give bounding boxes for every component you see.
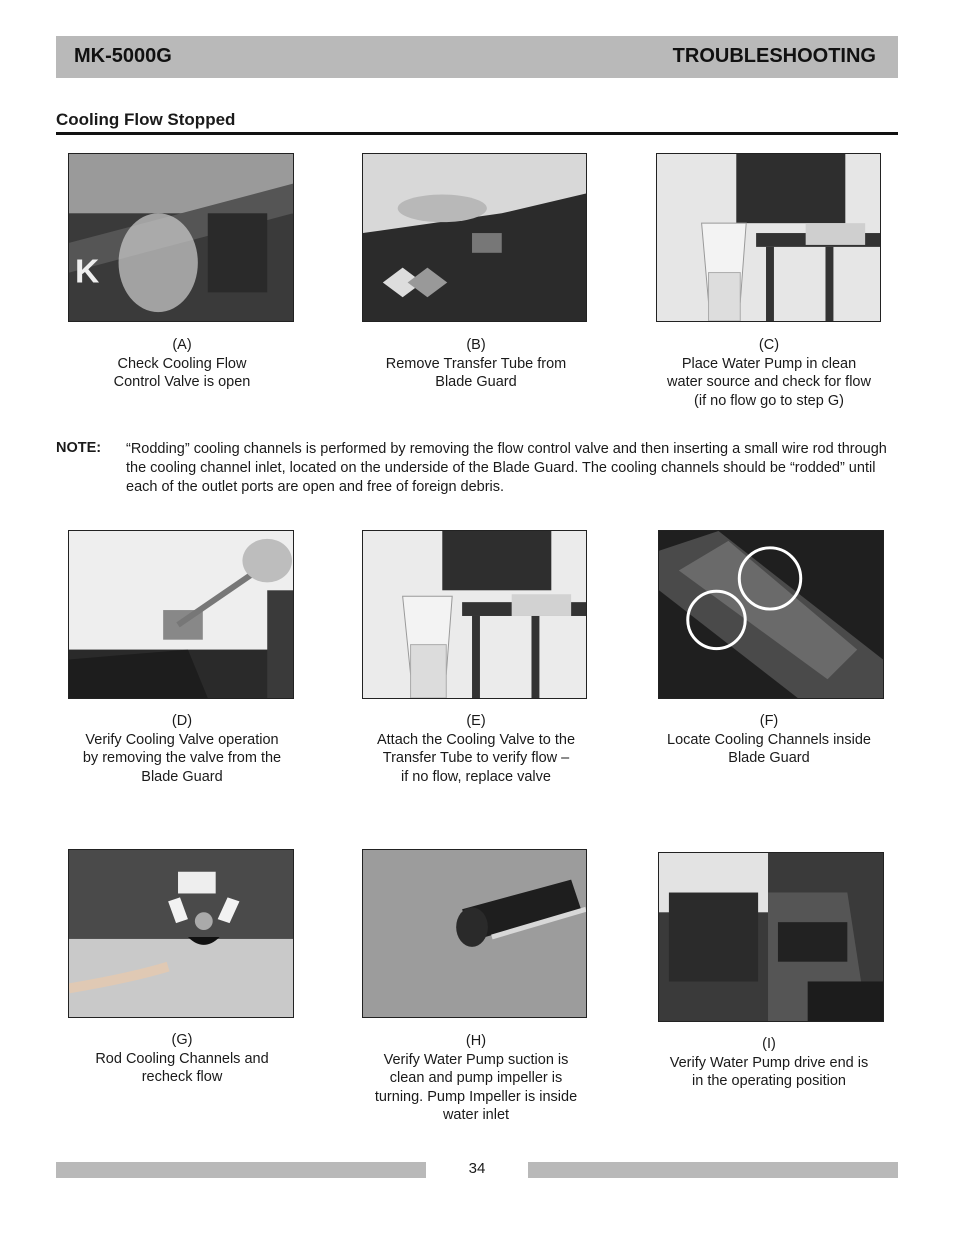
footer-bar-right <box>528 1162 898 1178</box>
step-letter: (D) <box>171 713 193 729</box>
photo-step-h <box>362 849 587 1018</box>
caption-line: recheck flow <box>141 1069 223 1085</box>
caption-step-d <box>62 712 302 786</box>
note-text: “Rodding” cooling channels is performed by removing the flow control valve and then inserting a small wire rod through the cooling channel inlet, located on the underside of the Blade Guard. The cooling channels should be “rodded” until each of the outlet ports are open and free of foreign debris. <box>126 441 887 495</box>
caption-line: Control Valve is open <box>113 374 251 390</box>
caption-line: Transfer Tube to verify flow – <box>382 750 570 766</box>
caption-line: in the operating position <box>692 1073 846 1089</box>
step-letter: (E) <box>466 713 486 729</box>
photo-step-d <box>68 530 294 699</box>
step-letter: (G) <box>171 1032 193 1048</box>
step-letter: (F) <box>759 713 779 729</box>
caption-step-a <box>62 336 302 392</box>
caption-step-b <box>356 336 596 392</box>
caption-step-i <box>649 1035 889 1091</box>
step-letter: (H) <box>465 1033 487 1049</box>
caption-line: Verify Cooling Valve operation <box>85 731 279 748</box>
photo-step-b <box>362 153 587 322</box>
caption-line: Locate Cooling Channels inside <box>667 731 871 748</box>
section-divider <box>56 132 898 135</box>
caption-line: clean and pump impeller is <box>389 1070 563 1086</box>
caption-line: turning. Pump Impeller is inside <box>374 1088 578 1105</box>
caption-line: Place Water Pump in clean <box>681 355 857 372</box>
step-letter: (C) <box>758 337 780 353</box>
caption-line: by removing the valve from the <box>82 750 282 766</box>
caption-line: Blade Guard <box>728 750 810 766</box>
caption-line: water source and check for flow <box>667 374 871 390</box>
photo-step-e <box>362 530 587 699</box>
note-label: NOTE: <box>56 440 102 456</box>
photo-step-i <box>658 852 884 1022</box>
section-title: TROUBLESHOOTING <box>672 45 876 67</box>
caption-line: Remove Transfer Tube from <box>385 355 567 372</box>
caption-line: Blade Guard <box>435 374 517 390</box>
footer-bar-left <box>56 1162 426 1178</box>
caption-line: Blade Guard <box>141 768 223 785</box>
photo-step-g <box>68 849 294 1018</box>
photo-step-c <box>656 153 881 322</box>
caption-step-h <box>356 1032 596 1125</box>
caption-step-c <box>649 336 889 410</box>
step-letter: (A) <box>172 337 192 353</box>
caption-line: (if no flow go to step G) <box>694 392 844 409</box>
caption-line: if no flow, replace valve <box>401 768 551 785</box>
photo-step-a <box>68 153 294 322</box>
svg-text:K: K <box>74 253 100 291</box>
step-letter: (I) <box>762 1036 776 1052</box>
caption-line: Verify Water Pump drive end is <box>669 1054 869 1071</box>
caption-step-f <box>649 712 889 768</box>
caption-line: Check Cooling Flow <box>117 355 247 372</box>
model-title: MK-5000G <box>74 45 172 67</box>
caption-line: Rod Cooling Channels and <box>95 1050 269 1067</box>
caption-step-e <box>356 712 596 786</box>
step-letter: (B) <box>466 337 486 353</box>
caption-line: Attach the Cooling Valve to the <box>376 731 576 748</box>
photo-step-f <box>658 530 884 699</box>
caption-line: Verify Water Pump suction is <box>383 1051 569 1068</box>
header-bar <box>56 36 898 78</box>
caption-line: water inlet <box>442 1107 510 1123</box>
page-number: 34 <box>468 1160 486 1177</box>
section-heading: Cooling Flow Stopped <box>56 110 236 129</box>
caption-step-g <box>62 1031 302 1087</box>
